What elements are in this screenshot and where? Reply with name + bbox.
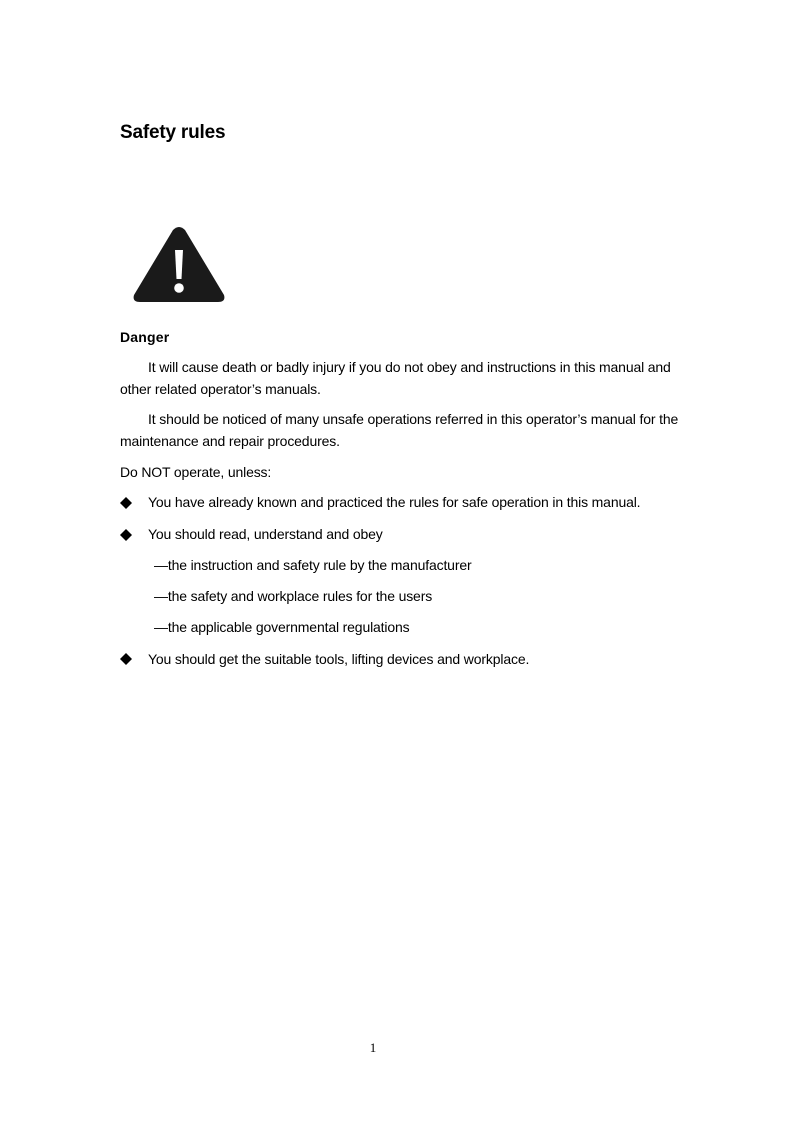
page-number: 1 (369, 1040, 377, 1055)
paragraph-unsafe-operations: It should be noticed of many unsafe operations referred in this operator’s manual for the maintenance and repair procedures. (120, 411, 679, 449)
bullet-item-known-rules: You have already known and practiced the rules for safe operation in this manual. (148, 494, 641, 510)
diamond-bullet-icon (120, 653, 132, 665)
diamond-bullet-icon (120, 497, 132, 509)
bullet-item-read-understand: You should read, understand and obey (148, 526, 383, 542)
sub-item-workplace-rules: —the safety and workplace rules for the users (154, 588, 433, 604)
bullet-item-tools-workplace: You should get the suitable tools, lifting devices and workplace. (148, 651, 530, 667)
diamond-bullet-icon (120, 529, 132, 541)
page-title: Safety rules (120, 122, 226, 143)
paragraph-danger-warning: It will cause death or badly injury if you do not obey and instructions in this manual and other related operator’s manuals. (120, 359, 671, 397)
sub-item-governmental-regulations: —the applicable governmental regulations (154, 619, 410, 635)
warning-triangle-icon (132, 225, 226, 303)
section-heading-danger: Danger (120, 329, 170, 345)
sub-item-manufacturer-rules: —the instruction and safety rule by the manufacturer (154, 557, 472, 573)
condition-intro: Do NOT operate, unless: (120, 464, 272, 480)
